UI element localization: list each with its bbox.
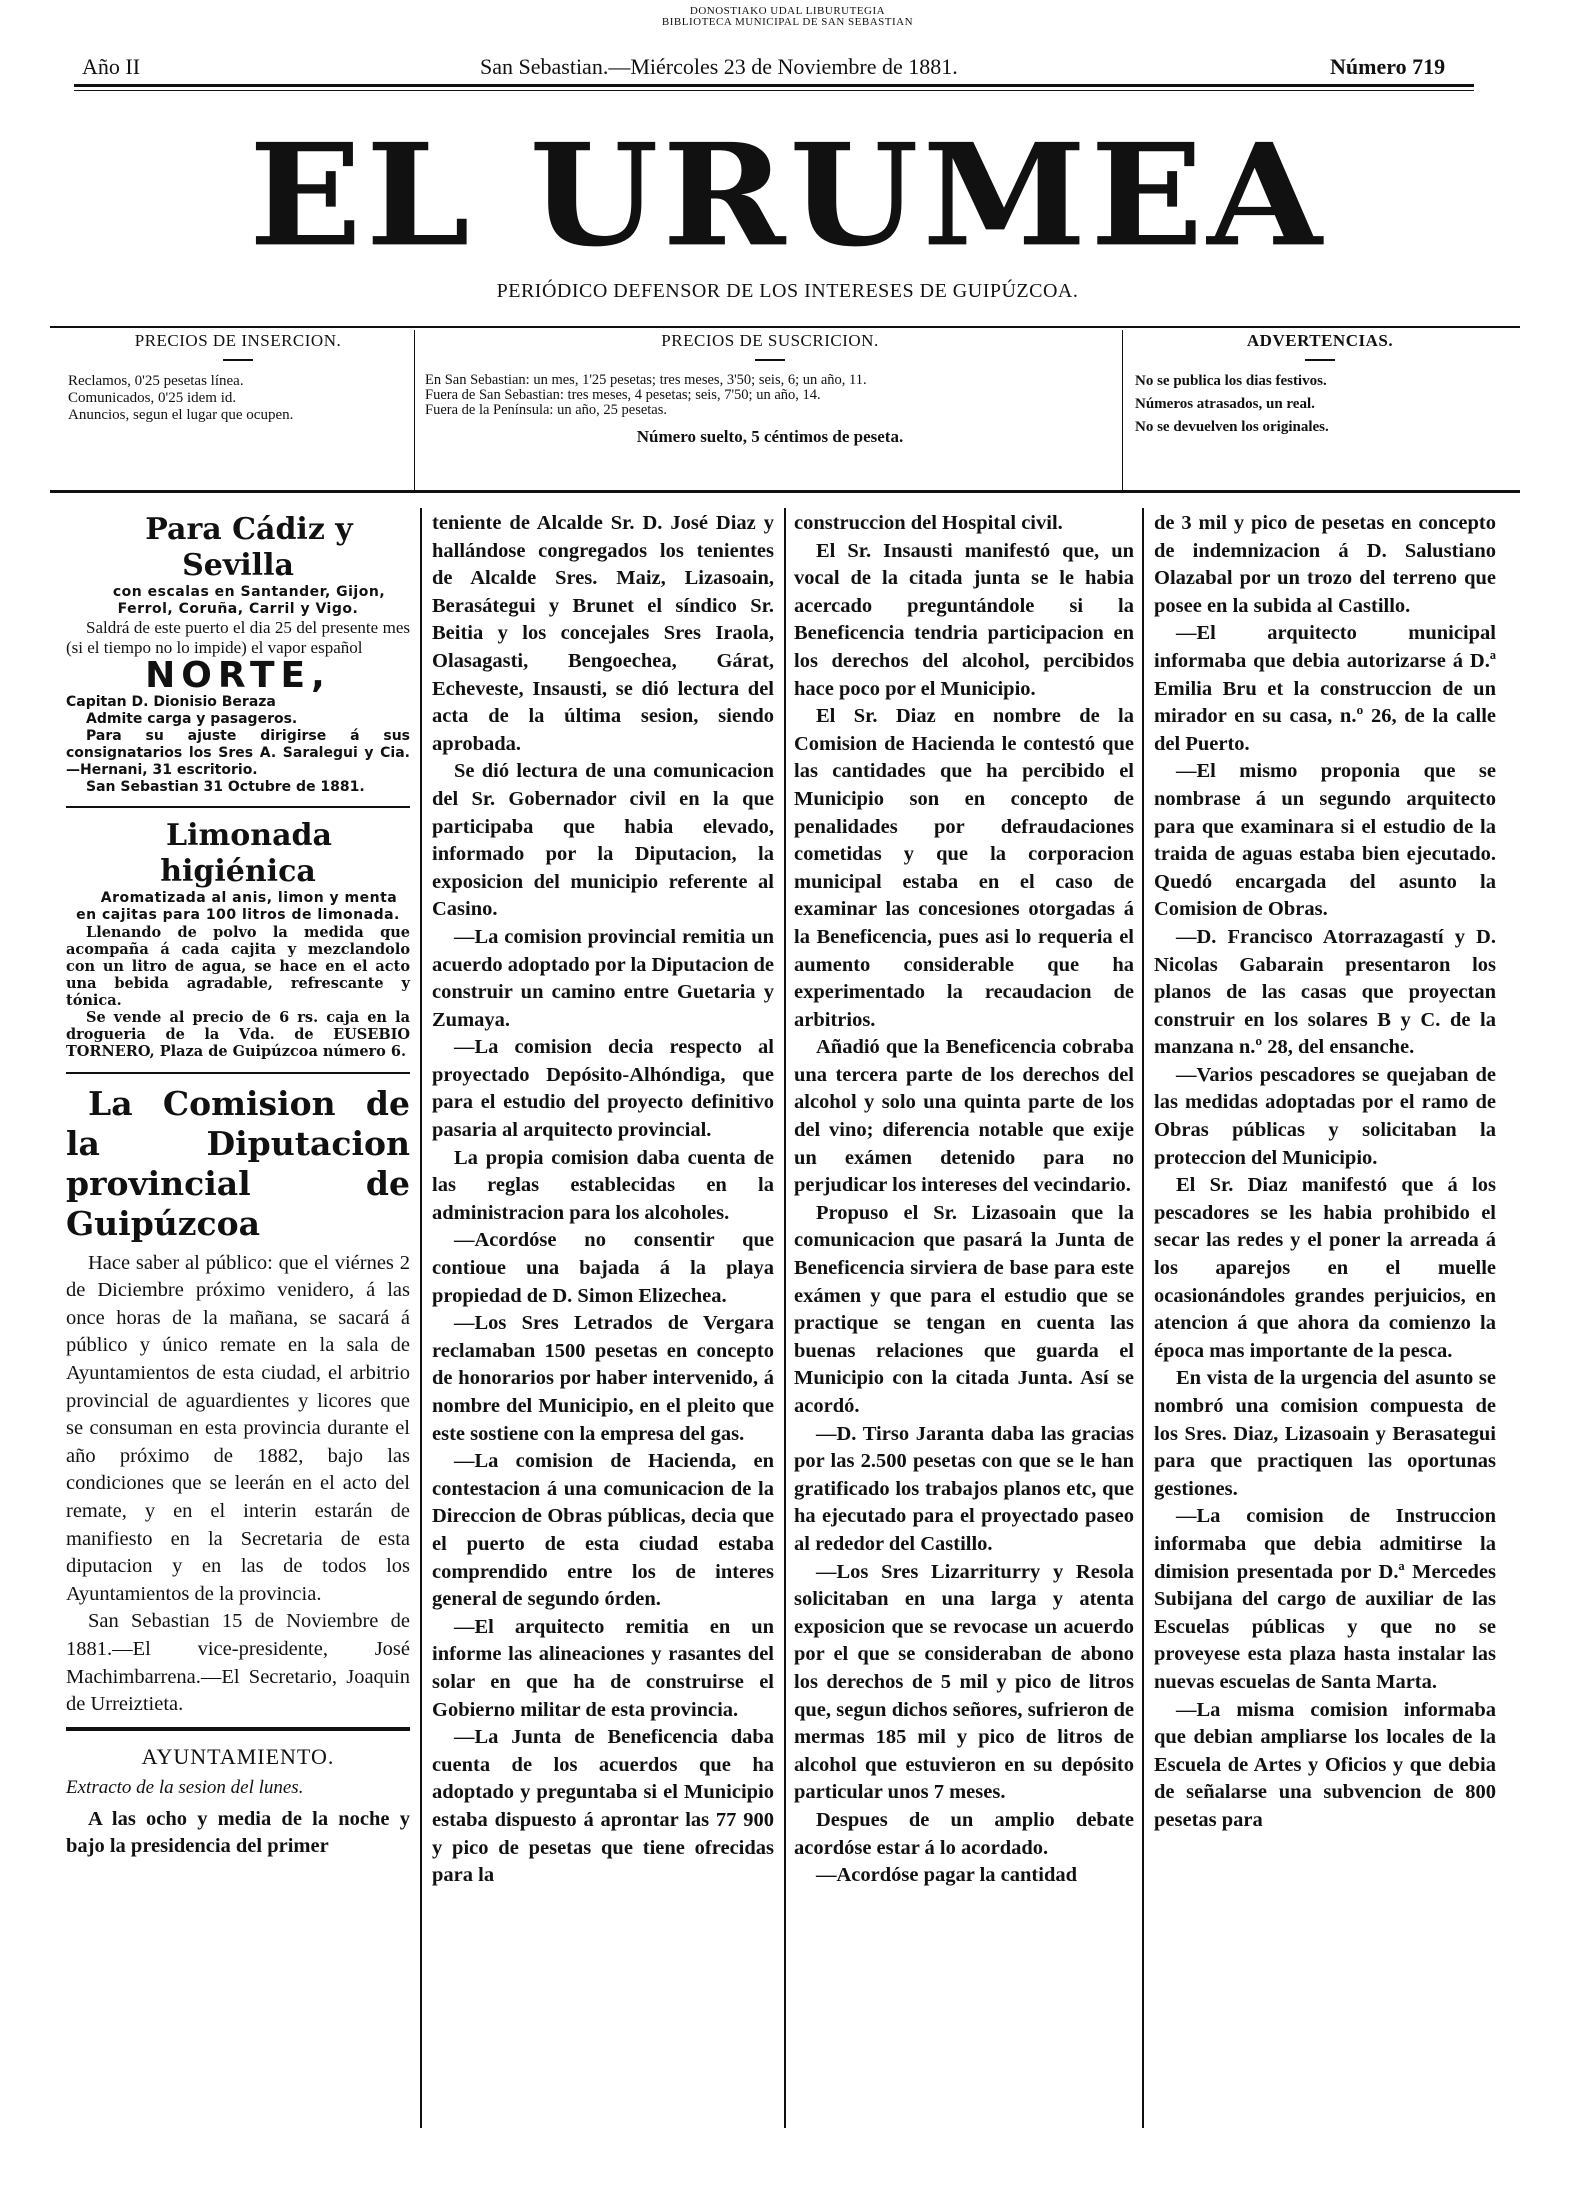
divider [755,359,785,361]
paragraph: —La comision de Hacienda, en contestacion á una comunicacion de la Direccion de Obras públicas, decia que el puerto de esta ciudad estaba comprendido entre los de interes general de segundo órden. [432,1450,774,1611]
paragraph: Propuso el Sr. Lizasoain que la comunicacion que pasará la Junta de Beneficencia sirviera de base para este exámen y que para el estudio que se practique se tengan en cuenta las buenas relaciones que guarda el Municipio con la citada Junta. Así se acordó. [794,1201,1134,1417]
paragraph: —Los Sres Lizarriturry y Resola solicitaban en una larga y atenta exposicion que se revocase un acuerdo por el que se consideraban de abono los derechos de 5 mil y pico de litros que, segun dichos señores, sufrieron de mermas 185 mil y pico de litros de alcohol que estuvieron en su depósito particular unos 7 meses. [794,1560,1134,1804]
paragraph: El Sr. Diaz en nombre de la Comision de Hacienda le contestó que las cantidades que ha percibido el Municipio son en concepto de penalidades por defraudaciones cometidas y que la corporacion municipal estaba en el caso de examinar las concesiones otorgadas á la Beneficencia, pues asi lo requeria el aumento considerable que ha experimentado la recaudacion de arbitrios. [794,705,1134,1031]
column-rule [1122,330,1123,490]
paragraph: —La Junta de Beneficencia daba cuenta de los acuerdos que ha adoptado y preguntaba si el Municipio estaba dispuesto á aprontar las 77 900 y pico de pesetas que tiene ofrecidas para la [432,1726,774,1887]
paragraph: —El arquitecto municipal informaba que debia autorizarse á D.ª Emilia Bru et la construccion de un mirador en su casa, n.º 26, de la calle del Puerto. [1154,622,1496,755]
column-2 [432,510,774,1890]
suscricion-line: Fuera de la Península: un año, 25 pesetas. [425,402,668,418]
paragraph: El Sr. Insausti manifestó que, un vocal de la citada junta se le habia acercado preguntándole si la Beneficencia tendria participacion en los derechos del alcohol, percibidos hace poco por el Municipio. [794,539,1134,700]
divider [1305,359,1335,361]
divider [223,359,253,361]
paragraph: Despues de un amplio debate acordóse estar á lo acordado. [794,1808,1134,1859]
column-1 [66,512,410,1861]
box-bottom-rule [50,490,1520,493]
advertencias-title: ADVERTENCIAS. [1246,331,1394,350]
notice-diputacion [66,1084,410,1719]
paragraph: —Los Sres Letrados de Vergara reclamaban 1500 pesetas en concepto de honorarios por haber intervenido, á nombre del Municipio, en el pleito que este sostiene con la empresa del gas. [432,1312,774,1445]
library-stamp [0,6,1575,28]
paragraph: —La comision decia respecto al proyectado Depósito-Alhóndiga, que para el estudio del proyecto definitivo pasaria al arquitecto provincial. [432,1036,774,1142]
section-text: A las ocho y media de la noche y bajo la presidencia del primer [66,1807,410,1858]
suscricion-title: PRECIOS DE SUSCRICION. [661,331,879,350]
ad-text: Llenando de polvo la medida que acompaña á cada cajita y mezclandolo con un litro de agua, se hace en el acto una bebida agradable, refrescante y tónica. [66,923,410,1009]
paragraph: —Acordóse no consentir que contioue una bajada á la playa propiedad de D. Simon Elizechea. [432,1229,774,1307]
suscricion-line: Fuera de San Sebastian: tres meses, 4 pesetas; seis, 7'50; un año, 14. [425,387,821,403]
divider [66,1072,410,1074]
ayuntamiento-section [66,1743,410,1861]
masthead-subtitle: PERIÓDICO DEFENSOR DE LOS INTERESES DE GUIPÚZCOA. [496,280,1079,302]
paragraph: —La comision provincial remitia un acuerdo adoptado por la Diputacion de construir un camino entre Guetaria y Zumaya. [432,925,774,1031]
notice-title: La Comision de la Diputacion provincial de Guipúzcoa [66,1083,410,1243]
column-4 [1154,510,1496,1835]
box-top-rule [50,326,1520,328]
insercion-line: Comunicados, 0'25 idem id. [68,390,237,406]
library-line-1: DONOSTIAKO UDAL LIBURUTEGIA [689,5,886,17]
advertencia-line: Números atrasados, un real. [1135,396,1315,412]
paragraph: En vista de la urgencia del asunto se nombró una comision compuesta de los Sres. Diaz, Lizasoain y Berasategui para que practiquen las oportunas gestiones. [1154,1367,1496,1500]
header-rule-thin [74,90,1474,91]
column-rule [414,330,415,490]
paragraph: El Sr. Diaz manifestó que á los pescadores se les habia prohibido el secar las redes y el poner la arreada á los aparejos en el muelle ocasionándoles grandes perjuicios, en atencion á que ahora da comienzo la época mas importante de la pesca. [1154,1174,1496,1362]
ship-name: NORTE, [145,655,331,696]
masthead-title: EL URUMEA [249,112,1326,278]
suscricion-box [425,332,1115,492]
ad-title: Para Cádiz y Sevilla [145,512,353,583]
paragraph: —El mismo proponia que se nombrase á un segundo arquitecto para que examinara si el estudio de la traida de aguas estaba bien ejecutado. Quedó encargada del asunto la Comision de Obras. [1154,760,1496,921]
ad-title: Limonada higiénica [160,817,332,889]
section-title: AYUNTAMIENTO. [141,1743,335,1769]
insercion-line: Anuncios, segun el lugar que ocupen. [68,407,294,423]
advertencia-line: No se devuelven los originales. [1135,419,1329,435]
paragraph: —Varios pescadores se quejaban de las medidas adoptadas por el ramo de Obras públicas y solicitaban la proteccion del Municipio. [1154,1063,1496,1169]
single-issue-price: Número suelto, 5 céntimos de peseta. [636,427,904,446]
dateline: San Sebastian.—Miércoles 23 de Noviembre de 1881. [480,54,958,79]
paragraph: Añadió que la Beneficencia cobraba una tercera parte de los derechos del alcohol y solo una quinta parte de los del vino; diferencia notable que exije un exámen detenido para no perjudicar los intereses del vecindario. [794,1036,1134,1197]
notice-signature: San Sebastian 15 de Noviembre de 1881.—El vice-presidente, José Machimbarrena.—El Secretario, Joaquin de Urreiztieta. [66,1610,410,1716]
paragraph: Se dió lectura de una comunicacion del Sr. Gobernador civil en la que participaba que habia elevado, informado por la Diputacion, la exposicion del municipio referente al Casino. [432,760,774,921]
paragraph: —La misma comision informaba que debian ampliarse los locales de la Escuela de Artes y Oficios y que debia de señalarse una subvencion de 800 pesetas para [1154,1698,1496,1831]
insercion-box [68,332,408,492]
paragraph: construccion del Hospital civil. [794,512,1063,534]
advertencia-line: No se publica los dias festivos. [1135,373,1327,389]
ad-contact: Para su ajuste dirigirse á sus consignatarios los Sres A. Saralegui y Cia.—Hernani, 31 escritorio. [66,727,410,778]
insercion-title: PRECIOS DE INSERCION. [134,331,342,350]
ad-captain: Capitan D. Dionisio Beraza [66,693,276,710]
notice-text: Hace saber al público: que el viérnes 2 de Diciembre próximo venidero, á las once horas de la mañana, se sacará á público y único remate en la sala de Ayuntamientos de esta ciudad, el arbitrio provincial de aguardientes y licores que se consuman en esta provincia durante el año próximo de 1882, bajo las condiciones que se leerán en el acto del remate, y en el interin estarán de manifiesto en la Secretaria de esta diputacion y en las de todos los Ayuntamientos de la provincia. [66,1251,410,1605]
paragraph: teniente de Alcalde Sr. D. José Diaz y hallándose congregados los tenientes de Alcalde Sres. Maiz, Lizasoain, Berasátegui y Brunet el síndico Sr. Beitia y los concejales Sres Iraola, Olasagasti, Bengoechea, Gárat, Echeveste, Insausti, se dió lectura del acta de la última sesion, siendo aprobada. [432,512,774,755]
suscricion-line: En San Sebastian: un mes, 1'25 pesetas; tres meses, 3'50; seis, 6; un año, 11. [425,372,867,388]
paragraph: —D. Tirso Jaranta daba las gracias por las 2.500 pesetas con que se le han gratificado los trabajos planos etc, que ha ejecutado para el proyectado paseo al rededor del Castillo. [794,1422,1134,1555]
ad-text: Se vende al precio de 6 rs. caja en la drogueria de la Vda. de EUSEBIO TORNERO, Plaza de Guipúzcoa número 6. [66,1008,410,1060]
issue-number: Número 719 [1330,54,1446,79]
insercion-line: Reclamos, 0'25 pesetas línea. [68,373,244,389]
ad-limonada [66,818,410,1060]
paragraph: —Acordóse pagar la cantidad [816,1864,1078,1887]
column-3 [794,510,1134,1890]
paragraph: La propia comision daba cuenta de las reglas establecidas en la administracion para los alcoholes. [432,1146,774,1224]
ad-subtitle: Aromatizada al anis, limon y menta en cajitas para 100 litros de limonada. [76,889,400,923]
paragraph: —D. Francisco Atorrazagastí y D. Nicolas Gabarain presentaron los planos de las casas que proyectan construir en los solares B y C. de la manzana n.º 28, del ensanche. [1154,925,1496,1059]
issue-year: Año II [82,54,141,79]
ad-cargo: Admite carga y pasageros. [86,710,298,727]
divider [66,1727,410,1731]
ad-text: Saldrá de este puerto el dia 25 del presente mes (si el tiempo no lo impide) el vapor español [66,618,410,657]
paragraph: —La comision de Instruccion informaba que debia admitirse la dimision presentada por D.ª Mercedes Subijana del cargo de auxiliar de las Escuelas públicas y que no se proveyese esta plaza hasta instalar las nuevas escuelas de Santa Marta. [1154,1505,1496,1693]
section-subtitle: Extracto de la sesion del lunes. [66,1777,304,1799]
ad-cadiz-sevilla [66,512,410,796]
divider [66,806,410,808]
paragraph: —El arquitecto remitia en un informe las alineaciones y rasantes del solar en que ha de construirse el Gobierno militar de esta provincia. [432,1615,774,1721]
column-rule [784,508,786,2128]
advertencias-box [1135,332,1505,492]
paragraph: de 3 mil y pico de pesetas en concepto de indemnizacion á D. Salustiano Olazabal por un trozo del terreno que posee en la subida al Castillo. [1154,512,1496,617]
header-rule [74,84,1474,87]
library-line-2: BIBLIOTECA MUNICIPAL DE SAN SEBASTIAN [661,16,914,28]
ad-subtitle: con escalas en Santander, Gijon, Ferrol, Coruña, Carril y Vigo. [112,584,386,617]
column-rule [1142,508,1144,2128]
column-rule [420,508,422,2128]
ad-date: San Sebastian 31 Octubre de 1881. [86,778,365,795]
